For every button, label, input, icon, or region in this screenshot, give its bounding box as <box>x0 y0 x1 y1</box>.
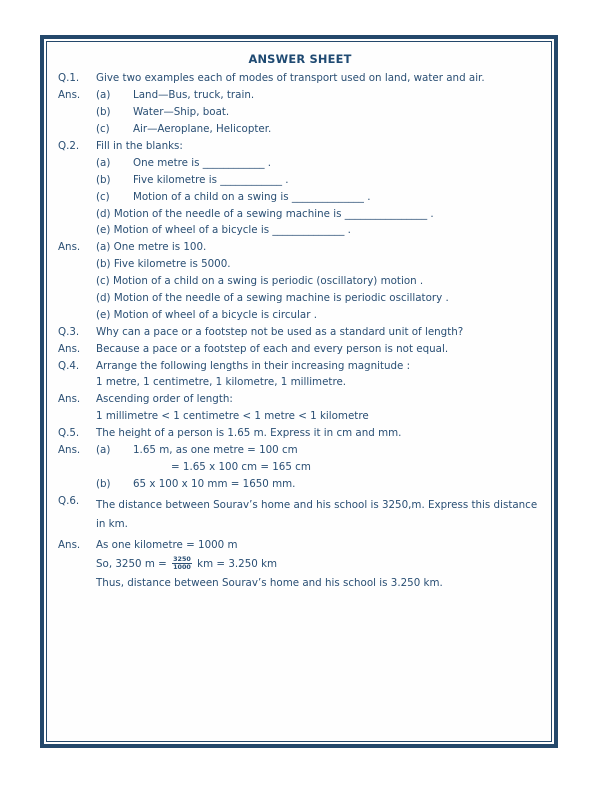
question-label-q4: Q.4. <box>58 359 80 372</box>
blank-text-q2-d: (d) Motion of the needle of a sewing machine is ________________ . <box>96 207 434 220</box>
document-content <box>47 42 551 741</box>
question-row-q1 <box>58 73 542 83</box>
answer-item <box>96 90 542 100</box>
answer-text-q2-c: (c) Motion of a child on a swing is periodic (oscillatory) motion . <box>96 275 424 288</box>
answer-row-q5-b <box>58 479 542 489</box>
answer-text-q2-a: (a) One metre is 100. <box>96 241 207 254</box>
answer-text-q5-a: 1.65 m, as one metre = 100 cm <box>133 444 298 456</box>
answer-label-q3: Ans. <box>58 342 81 355</box>
document-frame-outer <box>40 35 558 748</box>
answer-text-q4: Ascending order of length: <box>96 393 233 406</box>
marker-c: (c) <box>96 190 110 203</box>
answer-label-q4: Ans. <box>58 393 81 406</box>
blank-row-q2-d <box>58 209 542 219</box>
answer-row-q4 <box>58 394 542 404</box>
fraction-numerator: 3250 <box>173 555 191 564</box>
blank-item <box>96 175 542 185</box>
answer-text-q2-b: (b) Five kilometre is 5000. <box>96 258 231 271</box>
question-text-q5: The height of a person is 1.65 m. Express it in cm and mm. <box>96 427 402 440</box>
marker-c: (c) <box>96 123 110 136</box>
answer-item <box>96 479 542 489</box>
answer-row-q2-c <box>58 276 542 286</box>
blank-item <box>96 158 542 168</box>
answer-text-q4-line2: 1 millimetre < 1 centimetre < 1 metre < 1 kilometre <box>96 410 369 423</box>
question-row-q5 <box>58 428 542 438</box>
marker-a: (a) <box>96 156 111 169</box>
answer-text-q6-line3: Thus, distance between Sourav’s home and his school is 3.250 km. <box>96 577 443 590</box>
answer-row-q5-a2 <box>58 462 542 472</box>
marker-b: (b) <box>96 477 111 490</box>
answer-text-q2-e: (e) Motion of wheel of a bicycle is circular . <box>96 308 318 321</box>
question-row-q4-line2 <box>58 377 542 387</box>
answer-q6-fraction-suffix: km = 3.250 km <box>197 558 278 571</box>
question-text-q1: Give two examples each of modes of transport used on land, water and air. <box>96 72 485 85</box>
blank-row-q2-c <box>58 192 542 202</box>
answer-row-q1-a <box>58 90 542 100</box>
answer-row-q2-a <box>58 242 542 252</box>
marker-b: (b) <box>96 173 111 186</box>
answer-text-q1-b: Water—Ship, boat. <box>133 106 230 119</box>
marker-a: (a) <box>96 444 111 456</box>
answer-row-q2-d <box>58 293 542 303</box>
blank-text-q2-a: One metre is ____________ . <box>133 156 272 169</box>
question-label-q2: Q.2. <box>58 139 80 152</box>
answer-row-q5-a <box>58 445 542 455</box>
question-text-q2: Fill in the blanks: <box>96 139 183 152</box>
question-row-q4 <box>58 361 542 371</box>
answer-q6-fraction-prefix: So, 3250 m = <box>96 558 167 571</box>
question-label-q6: Q.6. <box>58 494 80 507</box>
answer-row-q3 <box>58 344 542 354</box>
question-text-q4: Arrange the following lengths in their increasing magnitude : <box>96 359 411 372</box>
answer-label-q2: Ans. <box>58 241 81 254</box>
question-row-q3 <box>58 327 542 337</box>
answer-text-q1-c: Air—Aeroplane, Helicopter. <box>133 123 272 136</box>
answer-label-q6: Ans. <box>58 539 81 552</box>
answer-text-q6-line2 <box>96 557 542 571</box>
blank-item <box>96 192 542 202</box>
blank-row-q2-b <box>58 175 542 185</box>
answer-row-q1-b <box>58 107 542 117</box>
question-label-q1: Q.1. <box>58 72 80 85</box>
answer-row-q1-c <box>58 124 542 134</box>
question-row-q6 <box>58 496 542 534</box>
answer-item <box>96 124 542 134</box>
answer-item <box>96 107 542 117</box>
fraction-denominator: 1000 <box>173 562 191 571</box>
answer-text-q3: Because a pace or a footstep of each and every person is not equal. <box>96 342 449 355</box>
page-title: ANSWER SHEET <box>248 52 352 66</box>
question-row-q2 <box>58 141 542 151</box>
answer-text-q6-line1: As one kilometre = 1000 m <box>96 539 238 552</box>
answer-row-q6-line3 <box>58 578 542 588</box>
answer-text-q5-b: 65 x 100 x 10 mm = 1650 mm. <box>133 477 296 490</box>
fraction-3250-over-1000 <box>172 556 192 570</box>
document-frame-inner <box>46 41 552 742</box>
answer-row-q2-b <box>58 259 542 269</box>
question-label-q5: Q.5. <box>58 427 80 440</box>
blank-text-q2-c: Motion of a child on a swing is ______________ . <box>133 190 371 203</box>
question-text-q3: Why can a pace or a footstep not be used as a standard unit of length? <box>96 325 464 338</box>
answer-label-q1: Ans. <box>58 89 81 102</box>
blank-text-q2-b: Five kilometre is ____________ . <box>133 173 289 186</box>
blank-row-q2-e <box>58 225 542 235</box>
question-label-q3: Q.3. <box>58 325 80 338</box>
answer-row-q6-line1 <box>58 540 542 550</box>
blank-text-q2-e: (e) Motion of wheel of a bicycle is ______________ . <box>96 224 351 237</box>
answer-row-q6-line2 <box>58 557 542 571</box>
question-text-q6: The distance between Sourav’s home and his school is 3250,m. Express this distance in km. <box>96 498 538 530</box>
answer-row-q4-line2 <box>58 411 542 421</box>
answer-item <box>96 445 542 455</box>
question-text-q4-line2: 1 metre, 1 centimetre, 1 kilometre, 1 millimetre. <box>96 376 347 389</box>
answer-label-q5: Ans. <box>58 444 81 456</box>
blank-row-q2-a <box>58 158 542 168</box>
answer-text-q5-a2: = 1.65 x 100 cm = 165 cm <box>171 460 311 473</box>
answer-row-q2-e <box>58 310 542 320</box>
answer-text-q2-d: (d) Motion of the needle of a sewing machine is periodic oscillatory . <box>96 291 449 304</box>
marker-a: (a) <box>96 89 111 102</box>
marker-b: (b) <box>96 106 111 119</box>
answer-text-q1-a: Land—Bus, truck, train. <box>133 89 255 102</box>
